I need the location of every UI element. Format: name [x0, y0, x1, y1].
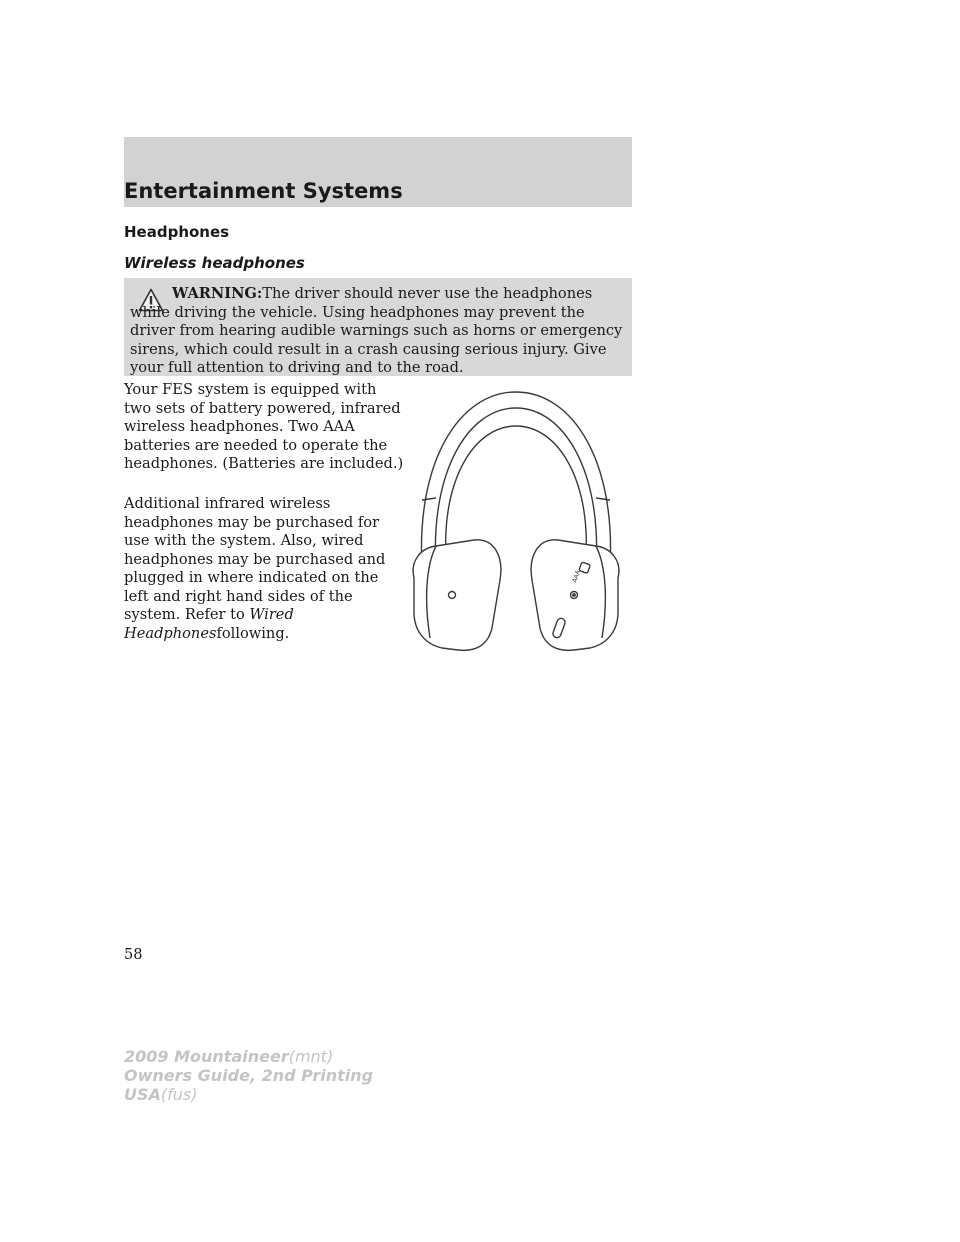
- footer-line-3: [124, 1085, 373, 1104]
- warning-label: WARNING:: [172, 285, 263, 302]
- footer-line-1: [124, 1047, 373, 1066]
- subsection-heading: Wireless headphones: [124, 254, 305, 272]
- headphones-illustration: [400, 380, 632, 660]
- battery-label: AAA: [571, 569, 582, 584]
- footer-market: USA: [124, 1085, 161, 1104]
- section-heading: Headphones: [124, 223, 230, 241]
- footer: [124, 1047, 373, 1104]
- footer-market-code: (fus): [160, 1085, 198, 1104]
- warning-body: The driver should never use the headphones while driving the vehicle. Using headphones may prevent the driver from hearing audible warnings such as horns or emergency sirens, which could result in a crash causing serious injury. Give your full attention to driving and to the road.: [130, 285, 623, 376]
- header-band: [124, 137, 632, 207]
- paragraph-batteries: Your FES system is equipped with two sets of battery powered, infrared wireless headphones. Two AAA batteries are needed to operate the headphones. (Batteries are included.): [124, 381, 404, 472]
- page-title: Entertainment Systems: [124, 179, 403, 203]
- warning-box: [124, 278, 632, 376]
- paragraph-text-end: following.: [216, 624, 290, 642]
- paragraph-additional-headphones: [124, 495, 404, 643]
- warning-text: [130, 285, 626, 378]
- paragraph-text: Additional infrared wireless headphones may be purchased for use with the system. Also, wired headphones may be purchased and plugged in where indicated on the left and right hand sides of the system. Refer to: [124, 495, 386, 623]
- page-number: 58: [124, 946, 143, 963]
- footer-model: 2009 Mountaineer: [124, 1047, 289, 1066]
- footer-line-2: Owners Guide, 2nd Printing: [124, 1066, 374, 1085]
- wired-headphones-reference: Wired Headphones: [124, 606, 294, 642]
- footer-model-code: (mnt): [288, 1047, 334, 1066]
